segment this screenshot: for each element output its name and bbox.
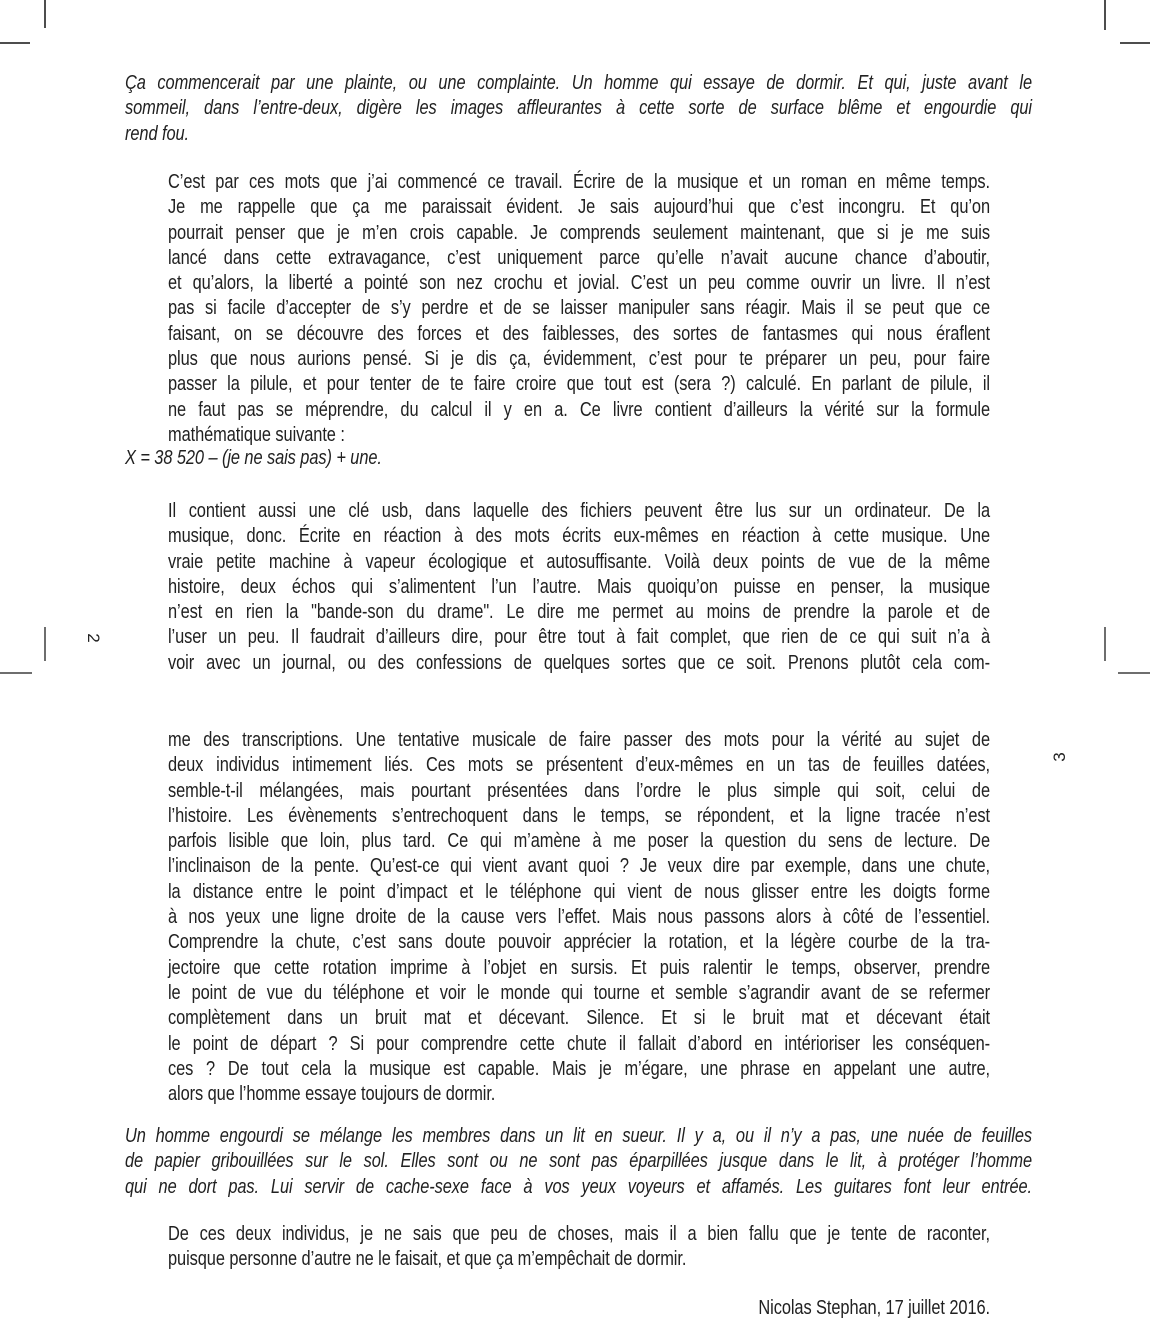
text-line: musique, donc. Écrite en réaction à des mots écrits eux-mêmes en réaction à cette musique. Une	[168, 525, 990, 548]
text-line: à nos yeux une ligne droite de la cause vers l’effet. Mais nous passons alors à côté de l’essentiel.	[168, 906, 990, 929]
text-line: mathématique suivante :	[168, 423, 345, 446]
text-line: puisque personne d’autre ne le faisait, et que ça m’empêchait de dormir.	[168, 1248, 687, 1271]
math-formula-line: X = 38 520 – (je ne sais pas) + une.	[125, 447, 382, 469]
text-line: qui ne dort pas. Lui servir de cache-sexe face à vos yeux voyeurs et affamés. Les guitares font leur entrée.	[125, 1175, 1032, 1198]
trim-mark-top-left-vertical	[44, 0, 46, 28]
text-line: la distance entre le point d’impact et le téléphone qui vient de nous glisser entre les doigts forme	[168, 880, 990, 903]
text-line: et qu’alors, la liberté a pointé son nez crochu et jovial. C’est un peu comme ouvrir un livre. Il n’est	[168, 272, 990, 295]
trim-mark-top-right-horizontal	[1120, 42, 1150, 44]
fold-mark-left-horizontal	[0, 672, 32, 674]
text-line: faisant, on se découvre des forces et des faiblesses, des sortes de fantasmes qui nous éraflent	[168, 322, 990, 345]
text-line: Comprendre la chute, c’est sans doute pouvoir apprécier la rotation, et la légère courbe de la tra-	[168, 931, 990, 954]
text-line: C’est par ces mots que j’ai commencé ce travail. Écrire de la musique et un roman en même temps.	[168, 171, 990, 193]
usb-paragraph	[168, 499, 990, 676]
text-line: complètement dans un bruit mat et décevant. Silence. Et si le bruit mat et décevant était	[168, 1007, 990, 1030]
text-line: lancé dans cette extravagance, c’est uniquement parce qu’elle n’avait aucune chance d’aboutir,	[168, 246, 990, 269]
text-line: plus que nous aurions pensé. Si je dis ça, évidemment, c’est pour te préparer un peu, pour faire	[168, 348, 990, 371]
text-line: voir avec un journal, ou des confessions de quelques sortes que ce soit. Prenons plutôt cela com-	[168, 651, 990, 674]
text-line: passer la pilule, et pour tenter de te faire croire que tout est (sera ?) calculé. En parlant de pilule, il	[168, 373, 990, 396]
fold-mark-left-vertical	[44, 627, 46, 661]
closing-paragraph	[168, 1222, 990, 1273]
text-line: pourrait penser que je m’en crois capable. Je comprends seulement maintenant, que si je me suis	[168, 221, 990, 244]
signature-line: Nicolas Stephan, 17 juillet 2016.	[758, 1297, 990, 1319]
interlude-italic-paragraph	[125, 1124, 1032, 1200]
text-line: me des transcriptions. Une tentative musicale de faire passer des mots pour la vérité au sujet de	[168, 729, 990, 751]
text-line: n’est en rien la "bande-son du drame". Le dire me permet au moins de prendre la parole et de	[168, 601, 990, 624]
text-line: vraie petite machine à vapeur écologique et autosuffisante. Voilà deux points de vue de la même	[168, 550, 990, 573]
text-line: alors que l’homme essaye toujours de dormir.	[168, 1083, 496, 1106]
text-line: Il contient aussi une clé usb, dans laquelle des fichiers peuvent être lus sur un ordinateur. De la	[168, 500, 990, 522]
text-line: jectoire que cette rotation imprime à l’objet en sursis. Et puis ralentir le temps, observer, prendre	[168, 956, 990, 979]
text-line: l’inclinaison de la pente. Qu’est-ce qui vient avant quoi ? Je veux dire par exemple, dans une chute,	[168, 855, 990, 878]
text-line: Un homme engourdi se mélange les membres dans un lit en sueur. Il y a, ou il n’y a pas, une nuée de feuilles	[125, 1125, 1032, 1147]
opening-paragraph	[168, 170, 990, 448]
text-line: de papier gribouillées sur le sol. Elles sont ou ne sont pas éparpillées jusque dans le lit, à protéger l’homme	[125, 1150, 1032, 1173]
text-line: ces ? De tout cela la musique est capable. Mais je m’égare, une phrase en appelant une autre,	[168, 1057, 990, 1080]
trim-mark-top-left-horizontal	[0, 42, 30, 44]
text-line: semble-t-il mélangées, mais pourtant présentées dans l’ordre le plus simple qui soit, celui de	[168, 779, 990, 802]
page-number-right: 3	[1050, 752, 1069, 762]
text-line: Ça commencerait par une plainte, ou une complainte. Un homme qui essaye de dormir. Et qui, juste avant le	[125, 72, 1032, 94]
page-number-left: 2	[84, 633, 103, 643]
text-line: pas si facile d’accepter de s’y perdre et de se laisser manipuler sans réagir. Mais il se peut que ce	[168, 297, 990, 320]
text-line: De ces deux individus, je ne sais que peu de choses, mais il a bien fallu que je tente de raconter,	[168, 1223, 990, 1245]
intro-italic-paragraph	[125, 71, 1032, 147]
fold-mark-right-vertical	[1104, 627, 1106, 661]
text-line: rend fou.	[125, 122, 189, 145]
fold-mark-right-horizontal	[1118, 672, 1150, 674]
text-line: histoire, deux échos qui s’alimentent l’un l’autre. Mais quoiqu’on puisse en penser, la musique	[168, 575, 990, 598]
text-line: ne faut pas se méprendre, du calcul il y en a. Ce livre contient d’ailleurs la vérité sur la formule	[168, 398, 990, 421]
text-line: l’histoire. Les évènements s’entrechoquent dans le temps, se répondent, et la ligne tracée n’est	[168, 804, 990, 827]
trim-mark-top-right-vertical	[1104, 0, 1106, 30]
text-line: Je me rappelle que ça me paraissait évident. Je sais aujourd’hui que c’est incongru. Et qu’on	[168, 196, 990, 219]
text-line: deux individus intimement liés. Ces mots se présentent d’eux-mêmes en un tas de feuilles datées,	[168, 754, 990, 777]
text-line: sommeil, dans l’entre-deux, digère les images affleurantes à cette sorte de surface blême et engourdie qui	[125, 97, 1032, 120]
transcriptions-paragraph	[168, 728, 990, 1107]
text-line: le point de départ ? Si pour comprendre cette chute il fallait d’abord en intérioriser les conséquen-	[168, 1032, 990, 1055]
text-line: parfois lisible que loin, plus tard. Ce qui m’amène à me poser la question du sens de lecture. De	[168, 830, 990, 853]
text-line: l’user un peu. Il faudrait d’ailleurs dire, pour être tout à fait complet, que rien de ce qui suit n’a à	[168, 626, 990, 649]
text-line: le point de vue du téléphone et voir le monde qui tourne et semble s’agrandir avant de se refermer	[168, 981, 990, 1004]
